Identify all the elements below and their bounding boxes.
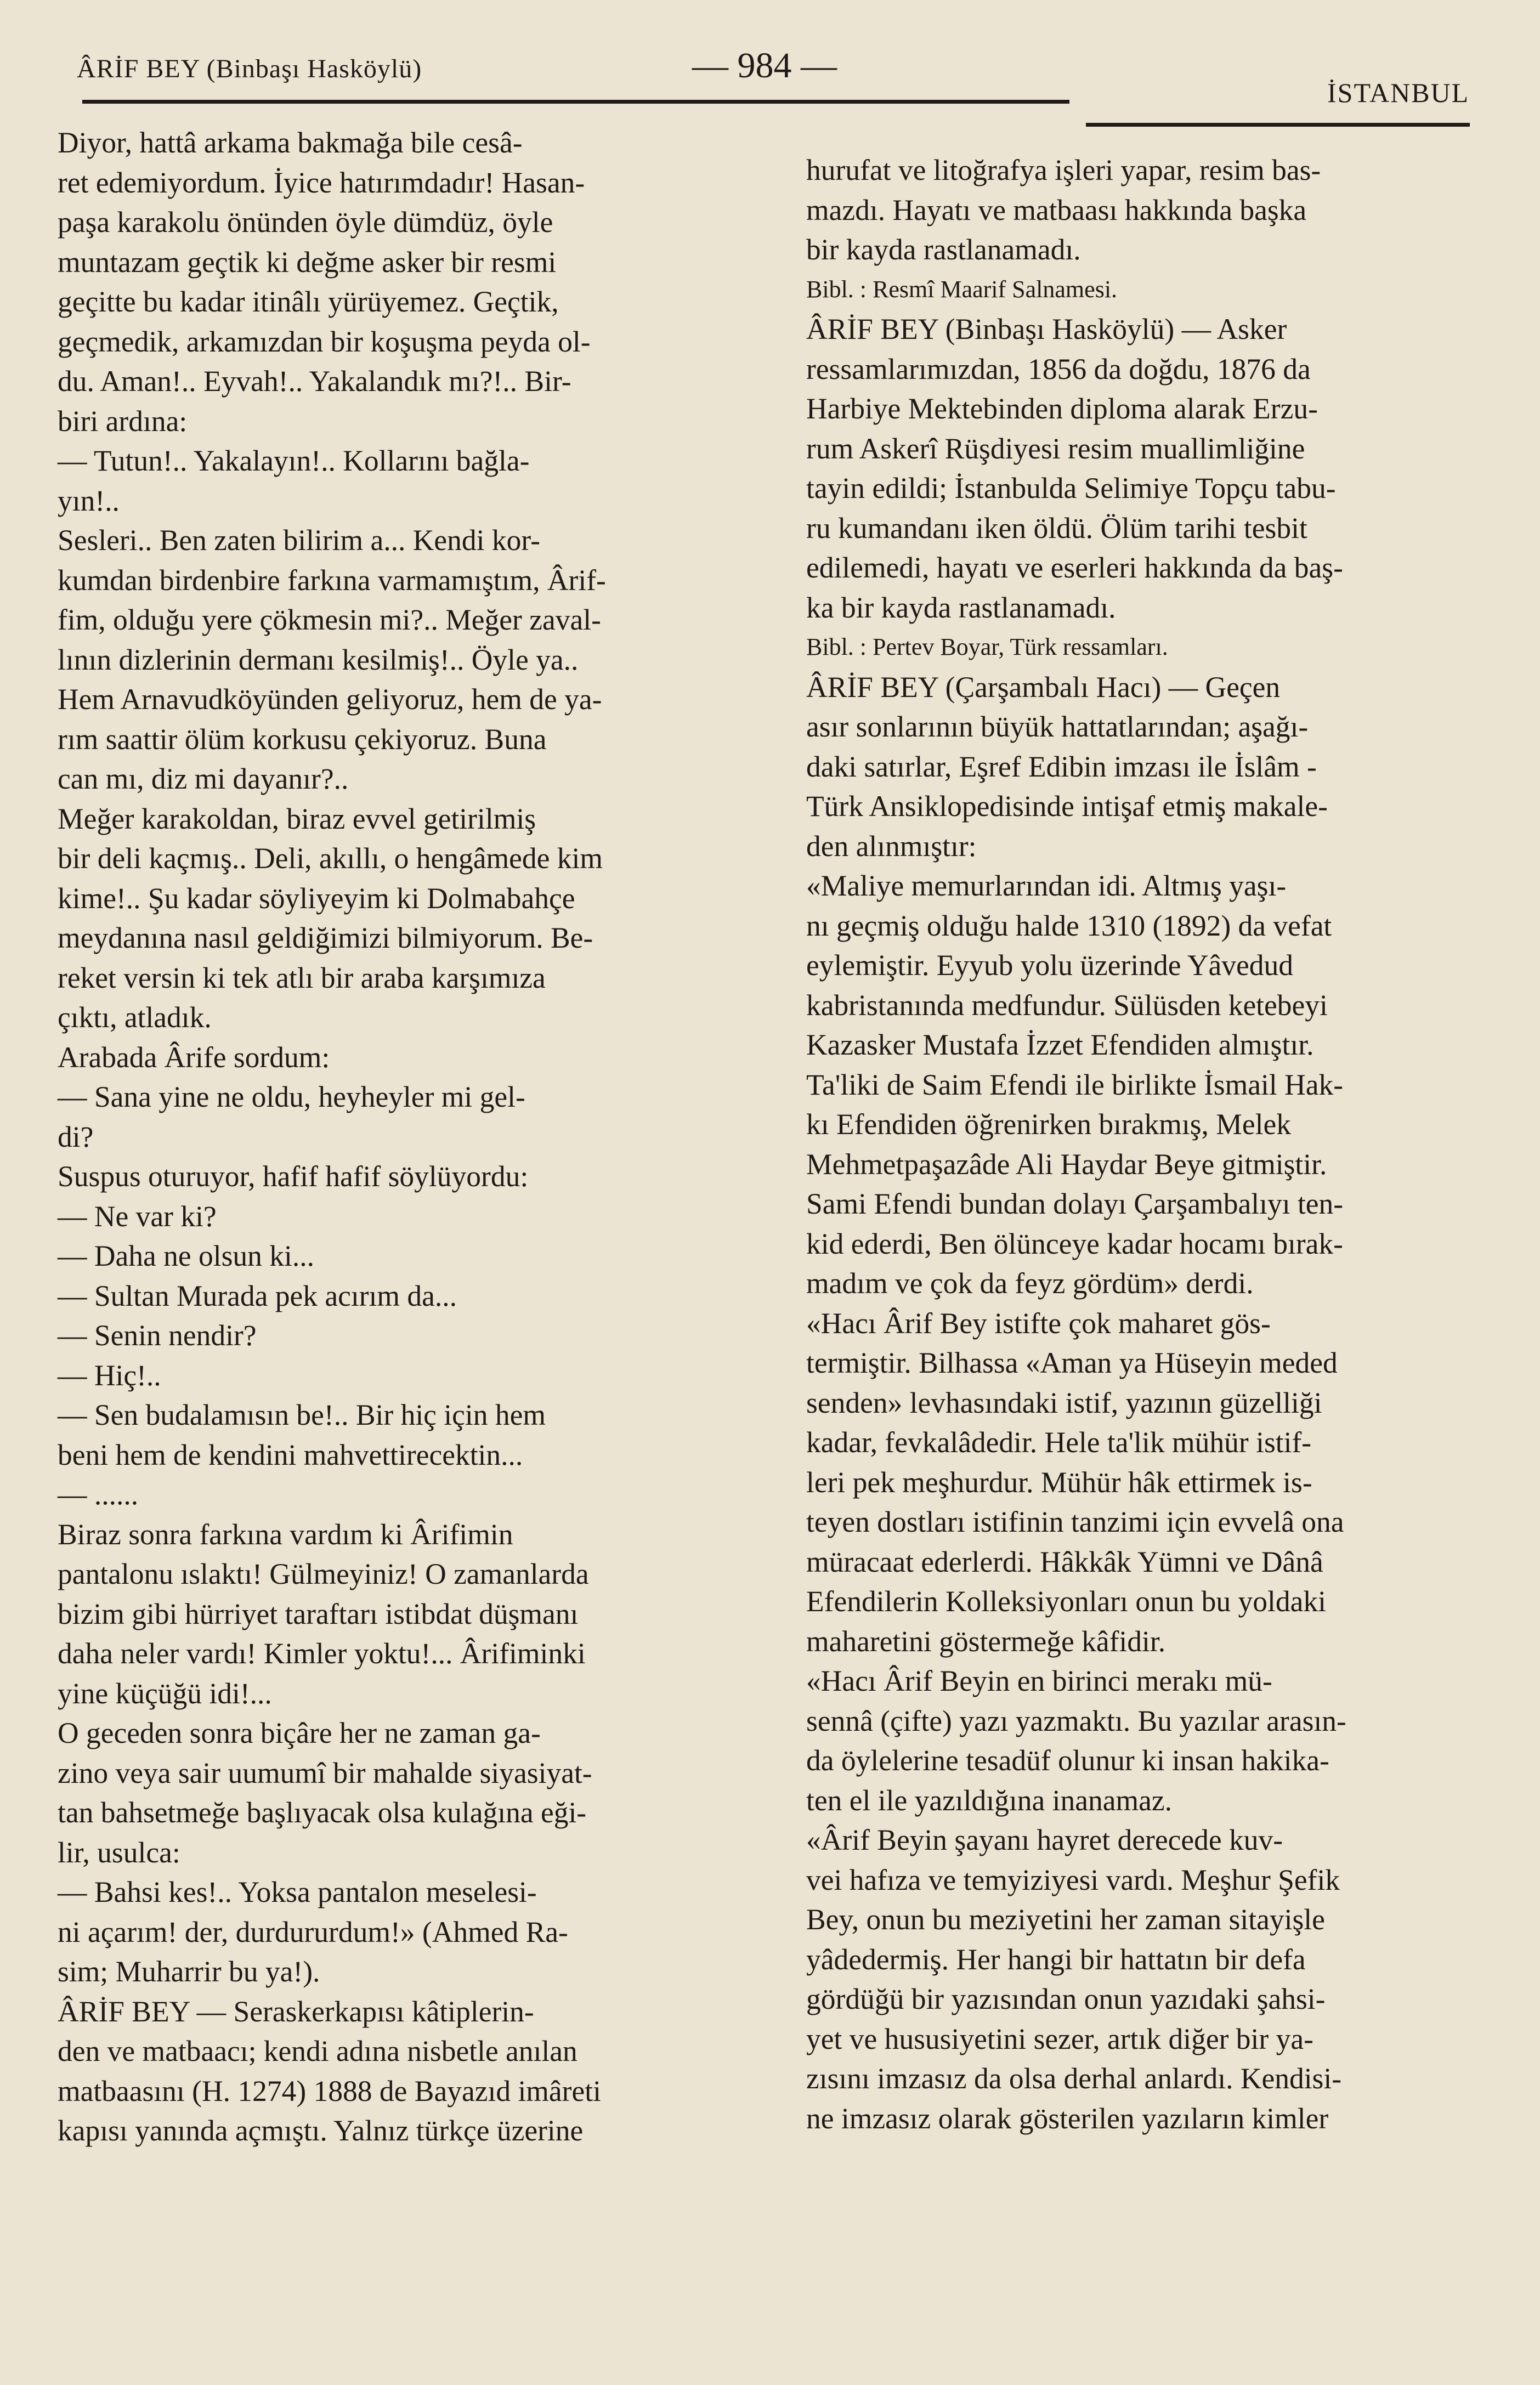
text-line: meydanına nasıl geldiğimizi bilmiyorum. Be-: [58, 921, 593, 954]
text-line: di?: [58, 1120, 94, 1153]
text-line: du. Aman!.. Eyvah!.. Yakalandık mı?!.. Bir-: [58, 365, 571, 398]
text-line: — Tutun!.. Yakalayın!.. Kollarını bağla-: [58, 444, 530, 477]
text-line: — Daha ne olsun ki...: [58, 1239, 315, 1272]
text-line: — ......: [58, 1478, 139, 1511]
text-line: — Sultan Murada pek acırım da...: [58, 1279, 457, 1312]
text-line: ne imzasız olarak gösterilen yazıların kimler: [806, 2101, 1329, 2135]
text-line: — Senin nendir?: [58, 1319, 257, 1352]
text-line: den alınmıştır:: [806, 829, 977, 863]
text-line: lir, usulca:: [58, 1836, 180, 1869]
text-line: teyen dostları istifinin tanzimi için evvelâ ona: [806, 1505, 1344, 1538]
text-line: nı geçmiş olduğu halde 1310 (1892) da vefat: [806, 909, 1332, 942]
header-rule-left: [82, 100, 1069, 104]
text-line: Efendilerin Kolleksiyonları onun bu yoldaki: [806, 1585, 1326, 1618]
text-line: senden» levhasındaki istif, yazının güzelliği: [806, 1386, 1322, 1419]
text-line: yet ve hususiyetini sezer, artık diğer bir ya-: [806, 2022, 1313, 2055]
text-line: «Ârif Beyin şayanı hayret derecede kuv-: [806, 1823, 1283, 1856]
text-line: ÂRİF BEY (Binbaşı Hasköylü) — Asker: [806, 313, 1287, 345]
text-line: ressamlarımızdan, 1856 da doğdu, 1876 da: [806, 352, 1311, 386]
text-line: can mı, diz mi dayanır?..: [58, 762, 349, 795]
text-line: bir kayda rastlanamadı.: [806, 233, 1081, 266]
text-line: gördüğü bir yazısından onun yazıdaki şahsi-: [806, 1982, 1326, 2015]
page-number: — 984 —: [692, 46, 837, 86]
text-line: müracaat ederlerdi. Hâkkâk Yümni ve Dânâ: [806, 1545, 1323, 1578]
text-line: ni açarım! der, durdururdum!» (Ahmed Ra-: [58, 1915, 568, 1948]
text-line: Meğer karakoldan, biraz evvel getirilmiş: [58, 802, 536, 835]
text-line: lının dizlerinin dermanı kesilmiş!.. Öyle ya..: [58, 643, 579, 676]
text-line: kadar, fevkalâdedir. Hele ta'lik mühür istif-: [806, 1426, 1312, 1459]
text-line: Arabada Ârife sordum:: [58, 1040, 330, 1074]
text-line: rım saattir ölüm korkusu çekiyoruz. Buna: [58, 722, 547, 756]
text-line: tayin edildi; İstanbulda Selimiye Topçu tabu-: [806, 472, 1336, 505]
text-line: edilemedi, hayatı ve eserleri hakkında da baş-: [806, 551, 1343, 584]
text-line: O geceden sonra biçâre her ne zaman ga-: [58, 1716, 541, 1749]
text-line: vei hafıza ve temyiziyesi vardı. Meşhur Şefik: [806, 1863, 1340, 1896]
text-line: beni hem de kendini mahvettirecektin...: [58, 1438, 523, 1471]
text-line: ÂRİF BEY (Çarşambalı Hacı) — Geçen: [806, 670, 1281, 704]
text-line: Türk Ansiklopedisinde intişaf etmiş makale-: [806, 790, 1328, 823]
text-line: Sami Efendi bundan dolayı Çarşambalıyı ten-: [806, 1187, 1344, 1220]
text-line: — Bahsi kes!.. Yoksa pantalon meselesi-: [58, 1876, 537, 1908]
text-line: yın!..: [58, 484, 120, 517]
text-line: den ve matbaacı; kendi adına nisbetle anılan: [58, 2035, 578, 2067]
text-line: kime!.. Şu kadar söyliyeyim ki Dolmabahçe: [58, 881, 575, 915]
text-line: çıktı, atladık.: [58, 1001, 212, 1034]
running-head-left: ÂRİF BEY (Binbaşı Hasköylü): [77, 54, 422, 83]
text-line: bir deli kaçmış.. Deli, akıllı, o hengâmede kim: [58, 842, 603, 875]
running-head-right: İSTANBUL: [1327, 77, 1470, 108]
text-line: paşa karakolu önünden öyle dümdüz, öyle: [58, 206, 553, 239]
text-line: asır sonlarının büyük hattatlarından; aşağı-: [806, 710, 1309, 743]
text-line: pantalonu ıslaktı! Gülmeyiniz! O zamanlarda: [58, 1557, 589, 1590]
text-line: ÂRİF BEY — Seraskerkapısı kâtiplerin-: [58, 1995, 534, 2028]
text-line: kapısı yanında açmıştı. Yalnız türkçe üzerine: [58, 2114, 584, 2147]
text-line: sim; Muharrir bu ya!).: [58, 1955, 320, 1988]
text-line: «Hacı Ârif Beyin en birinci merakı mü-: [806, 1664, 1272, 1697]
text-line: Mehmetpaşazâde Ali Haydar Beye gitmiştir.: [806, 1147, 1327, 1181]
text-line: — Hiç!..: [58, 1358, 161, 1392]
text-line: ret edemiyordum. İyice hatırımdadır! Hasan-: [58, 166, 585, 199]
text-line: Kazasker Mustafa İzzet Efendiden almıştır.: [806, 1028, 1314, 1061]
text-line: Bibl. : Pertev Boyar, Türk ressamları.: [806, 633, 1168, 660]
text-line: termiştir. Bilhassa «Aman ya Hüseyin meded: [806, 1346, 1338, 1379]
text-line: kid ederdi, Ben ölünceye kadar hocamı bırak-: [806, 1227, 1343, 1260]
text-line: hurufat ve litoğrafya işleri yapar, resim bas-: [806, 154, 1321, 186]
text-line: da öylelerine tesadüf olunur ki insan hakika-: [806, 1744, 1329, 1777]
text-line: Biraz sonra farkına vardım ki Ârifimin: [58, 1517, 513, 1551]
text-line: muntazam geçtik ki değme asker bir resmi: [58, 245, 557, 279]
right-text-column: [806, 123, 1478, 2138]
text-line: Hem Arnavudköyünden geliyoruz, hem de ya-: [58, 683, 602, 716]
text-line: «Hacı Ârif Bey istifte çok maharet gös-: [806, 1306, 1271, 1340]
text-line: yine küçüğü idi!...: [58, 1676, 272, 1710]
text-line: Diyor, hattâ arkama bakmağa bile cesâ-: [58, 126, 523, 159]
text-line: yâdedermiş. Her hangi bir hattatın bir defa: [806, 1942, 1306, 1976]
text-line: kumdan birdenbire farkına varmamıştım, Ârif-: [58, 563, 606, 597]
text-line: Bibl. : Resmî Maarif Salnamesi.: [806, 275, 1118, 303]
text-line: geçmedik, arkamızdan bir koşuşma peyda ol-: [58, 325, 591, 358]
text-line: ten el ile yazıldığına inanamaz.: [806, 1783, 1172, 1817]
text-line: reket versin ki tek atlı bir araba karşımıza: [58, 961, 546, 994]
text-line: — Ne var ki?: [58, 1199, 217, 1233]
text-line: zino veya sair uumumî bir mahalde siyasiyat-: [58, 1756, 592, 1789]
text-line: ka bir kayda rastlanamadı.: [806, 591, 1116, 624]
text-line: maharetini göstermeğe kâfidir.: [806, 1624, 1166, 1658]
text-line: Bey, onun bu meziyetini her zaman sitayişle: [806, 1903, 1325, 1936]
text-line: Harbiye Mektebinden diploma alarak Erzu-: [806, 392, 1318, 425]
text-line: — Sen budalamısın be!.. Bir hiç için hem: [58, 1398, 546, 1431]
text-line: — Sana yine ne oldu, heyheyler mi gel-: [58, 1080, 525, 1113]
text-line: kı Efendiden öğrenirken bırakmış, Melek: [806, 1108, 1291, 1141]
text-line: Sesleri.. Ben zaten bilirim a... Kendi kor-: [58, 524, 540, 557]
text-line: daki satırlar, Eşref Edibin imzası ile İslâm -: [806, 750, 1317, 783]
text-line: Ta'liki de Saim Efendi ile birlikte İsmail Hak-: [806, 1068, 1344, 1101]
text-line: fim, olduğu yere çökmesin mi?.. Meğer zaval-: [58, 603, 601, 636]
text-line: sennâ (çifte) yazı yazmaktı. Bu yazılar arasın-: [806, 1704, 1346, 1737]
left-text-column: [58, 123, 729, 2151]
text-line: Suspus oturuyor, hafif hafif söylüyordu:: [58, 1160, 529, 1193]
text-line: geçitte bu kadar itinâlı yürüyemez. Geçtik,: [58, 285, 559, 318]
text-line: madım ve çok da feyz gördüm» derdi.: [806, 1267, 1254, 1300]
text-line: daha neler vardı! Kimler yoktu!... Ârifiminki: [58, 1637, 586, 1670]
text-line: leri pek meşhurdur. Mühür hâk ettirmek is-: [806, 1465, 1312, 1499]
text-line: «Maliye memurlarından idi. Altmış yaşı-: [806, 869, 1287, 902]
text-line: kabristanında medfundur. Sülüsden ketebeyi: [806, 988, 1328, 1022]
text-line: tan bahsetmeğe başlıyacak olsa kulağına eği-: [58, 1796, 587, 1829]
text-line: ru kumandanı iken öldü. Ölüm tarihi tesbit: [806, 511, 1307, 545]
text-line: mazdı. Hayatı ve matbaası hakkında başka: [806, 193, 1307, 226]
text-line: biri ardına:: [58, 404, 188, 438]
text-line: bizim gibi hürriyet taraftarı istibdat düşmanı: [58, 1597, 579, 1630]
text-line: rum Askerî Rüşdiyesi resim muallimliğine: [806, 432, 1305, 465]
text-line: matbaasını (H. 1274) 1888 de Bayazıd imâreti: [58, 2074, 601, 2108]
text-line: zısını imzasız da olsa derhal anlardı. Kendisi-: [806, 2062, 1342, 2095]
text-line: eylemiştir. Eyyub yolu üzerinde Yâvedud: [806, 949, 1293, 982]
